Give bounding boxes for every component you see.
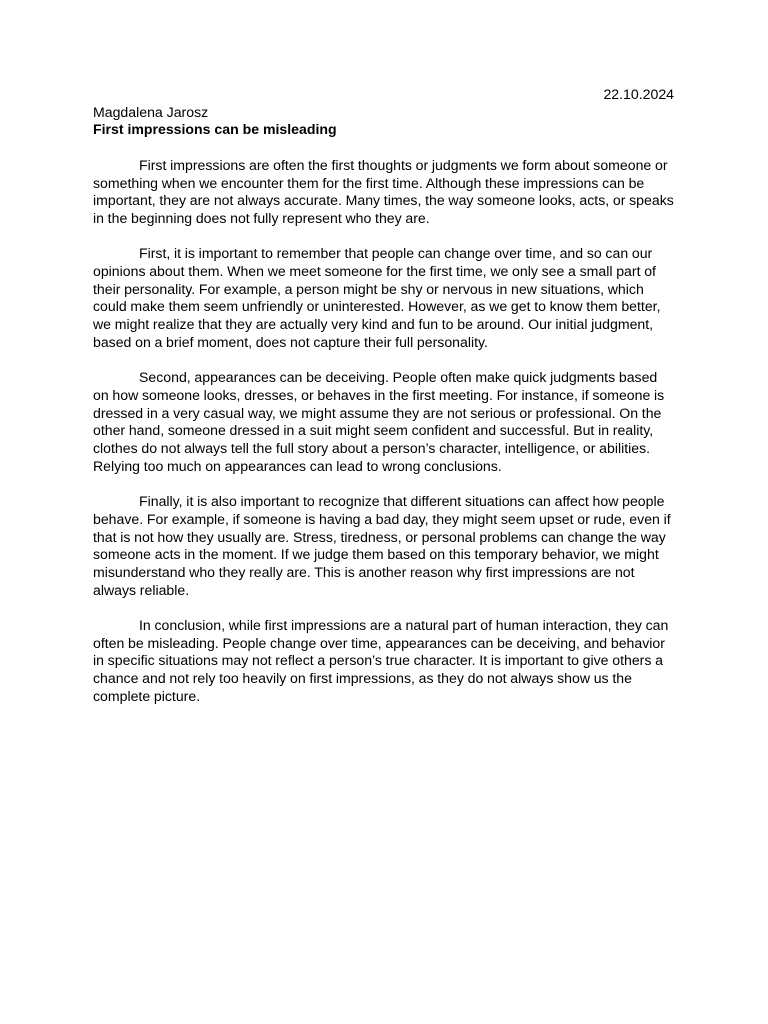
paragraph-conclusion: In conclusion, while first impressions are a natural part of human interaction, they can often be misleading. People change over time, appearances can be deceiving, and behavior in specific situations may not reflect a person’s true character. It is important to give others a chance and not rely too heavily on first impressions, as they do not always show us the complete picture. <box>93 617 669 704</box>
paragraph-situations: Finally, it is also important to recognize that different situations can affect how people behave. For example, if someone is having a bad day, they might seem upset or rude, even if that is not how they usually are. Stress, tiredness, or personal problems can change the way someone acts in the moment. If we judge them based on this temporary behavior, we might misunderstand who they really are. This is another reason why first impressions are not always reliable. <box>93 493 671 598</box>
essay-title: First impressions can be misleading <box>93 121 337 138</box>
author-name: Magdalena Jarosz <box>93 103 209 120</box>
document-date: 22.10.2024 <box>603 86 674 102</box>
essay-body <box>93 86 675 723</box>
paragraph-introduction: First impressions are often the first thoughts or judgments we form about someone or something when we encounter them for the first time. Although these impressions can be important, they are not always accurate. Many times, the way someone looks, acts, or speaks in the beginning does not fully represent who they are. <box>93 156 674 226</box>
paragraph-appearances: Second, appearances can be deceiving. People often make quick judgments based on how someone looks, dresses, or behaves in the first meeting. For instance, if someone is dressed in a very casual way, we might assume they are not serious or professional. On the other hand, someone dressed in a suit might seem confident and successful. But in reality, clothes do not always tell the full story about a person’s character, intelligence, or abilities. Relying too much on appearances can lead to wrong conclusions. <box>93 369 665 474</box>
paragraph-change-over-time: First, it is important to remember that people can change over time, and so can our opinions about them. When we meet someone for the first time, we only see a small part of their personality. For example, a person might be shy or nervous in new situations, which could make them seem unfriendly or uninterested. However, as we get to know them better, we might realize that they are actually very kind and fun to be around. Our initial judgment, based on a brief moment, does not capture their full personality. <box>93 245 661 350</box>
